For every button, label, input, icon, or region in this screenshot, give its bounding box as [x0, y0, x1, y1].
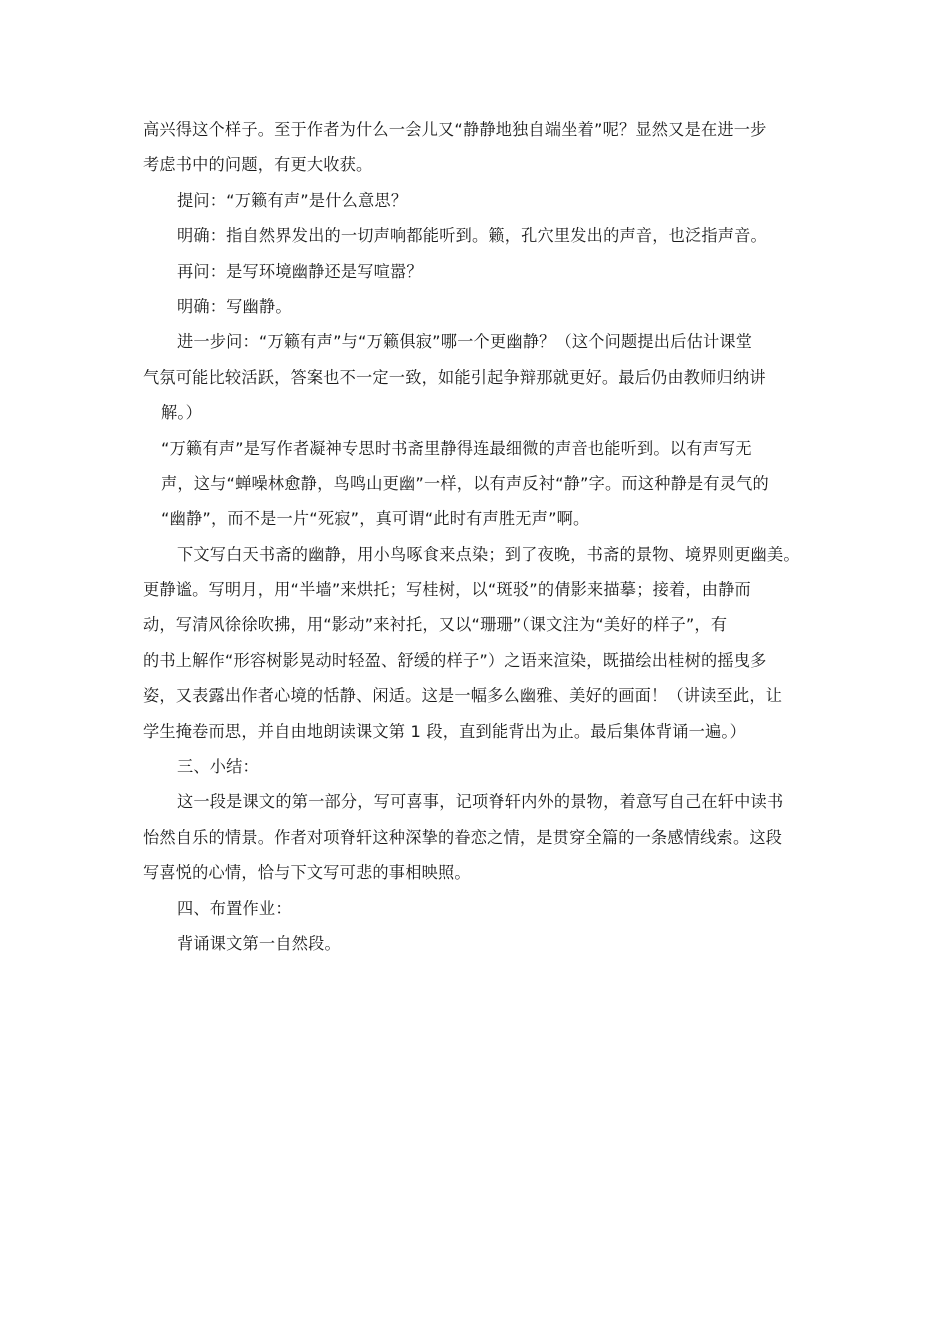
paragraph-line: 下文写白天书斋的幽静，用小鸟啄食来点染；到了夜晚，书斋的景物、境界则更幽美。 — [177, 544, 800, 564]
paragraph-line: 考虑书中的问题，有更大收获。 — [143, 155, 373, 175]
paragraph-line: “幽静”，而不是一片“死寂”，真可谓“此时有声胜无声”啊。 — [161, 509, 590, 529]
paragraph-line: 这一段是课文的第一部分，写可喜事，记项脊轩内外的景物，着意写自己在轩中读书 — [177, 792, 784, 812]
paragraph-line: 解。） — [161, 403, 203, 423]
answer-line: 明确：写幽静。 — [177, 296, 292, 316]
paragraph-line: 背诵课文第一自然段。 — [177, 933, 341, 953]
paragraph-line: 姿，又表露出作者心境的恬静、闲适。这是一幅多么幽雅、美好的画面！（讲读至此，让 — [143, 686, 783, 706]
paragraph-line: 高兴得这个样子。至于作者为什么一会儿又“静静地独自端坐着”呢？显然又是在进一步 — [143, 120, 767, 139]
paragraph-line: 怡然自乐的情景。作者对项脊轩这种深挚的眷恋之情，是贯穿全篇的一条感情线索。这段 — [143, 827, 783, 847]
paragraph-line: “万籁有声”是写作者凝神专思时书斋里静得连最细微的声音也能听到。以有声写无 — [161, 438, 752, 458]
paragraph-line: 动，写清风徐徐吹拂，用“影动”来衬托，又以“珊珊”（课文注为“美好的样子”，有 — [143, 615, 728, 635]
question-line: 提问：“万籁有声”是什么意思？ — [177, 190, 408, 210]
document-body — [143, 118, 808, 956]
paragraph-line: 更静谧。写明月，用“半墙”来烘托；写桂树，以“斑驳”的倩影来描摹；接着，由静而 — [143, 580, 751, 600]
question-line: 进一步问：“万籁有声”与“万籁俱寂”哪一个更幽静？（这个问题提出后估计课堂 — [177, 332, 753, 352]
section-heading: 四、布置作业： — [177, 898, 292, 918]
section-heading: 三、小结： — [177, 757, 259, 777]
question-line: 再问：是写环境幽静还是写喧嚣？ — [177, 261, 423, 281]
paragraph-line: 气氛可能比较活跃，答案也不一定一致，如能引起争辩那就更好。最后仍由教师归纳讲 — [143, 367, 766, 387]
answer-line: 明确：指自然界发出的一切声响都能听到。籁，孔穴里发出的声音，也泛指声音。 — [177, 226, 767, 246]
paragraph-line: 声，这与“蝉噪林愈静，鸟鸣山更幽”一样，以有声反衬“静”字。而这种静是有灵气的 — [161, 473, 769, 493]
paragraph-line: 写喜悦的心情，恰与下文写可悲的事相映照。 — [143, 863, 471, 883]
paragraph-line: 学生掩卷而思，并自由地朗读课文第 1 段，直到能背出为止。最后集体背诵一遍。） — [143, 721, 747, 741]
paragraph-line: 的书上解作“形容树影晃动时轻盈、舒缓的样子”）之语来渲染，既描绘出桂树的摇曳多 — [143, 650, 767, 670]
